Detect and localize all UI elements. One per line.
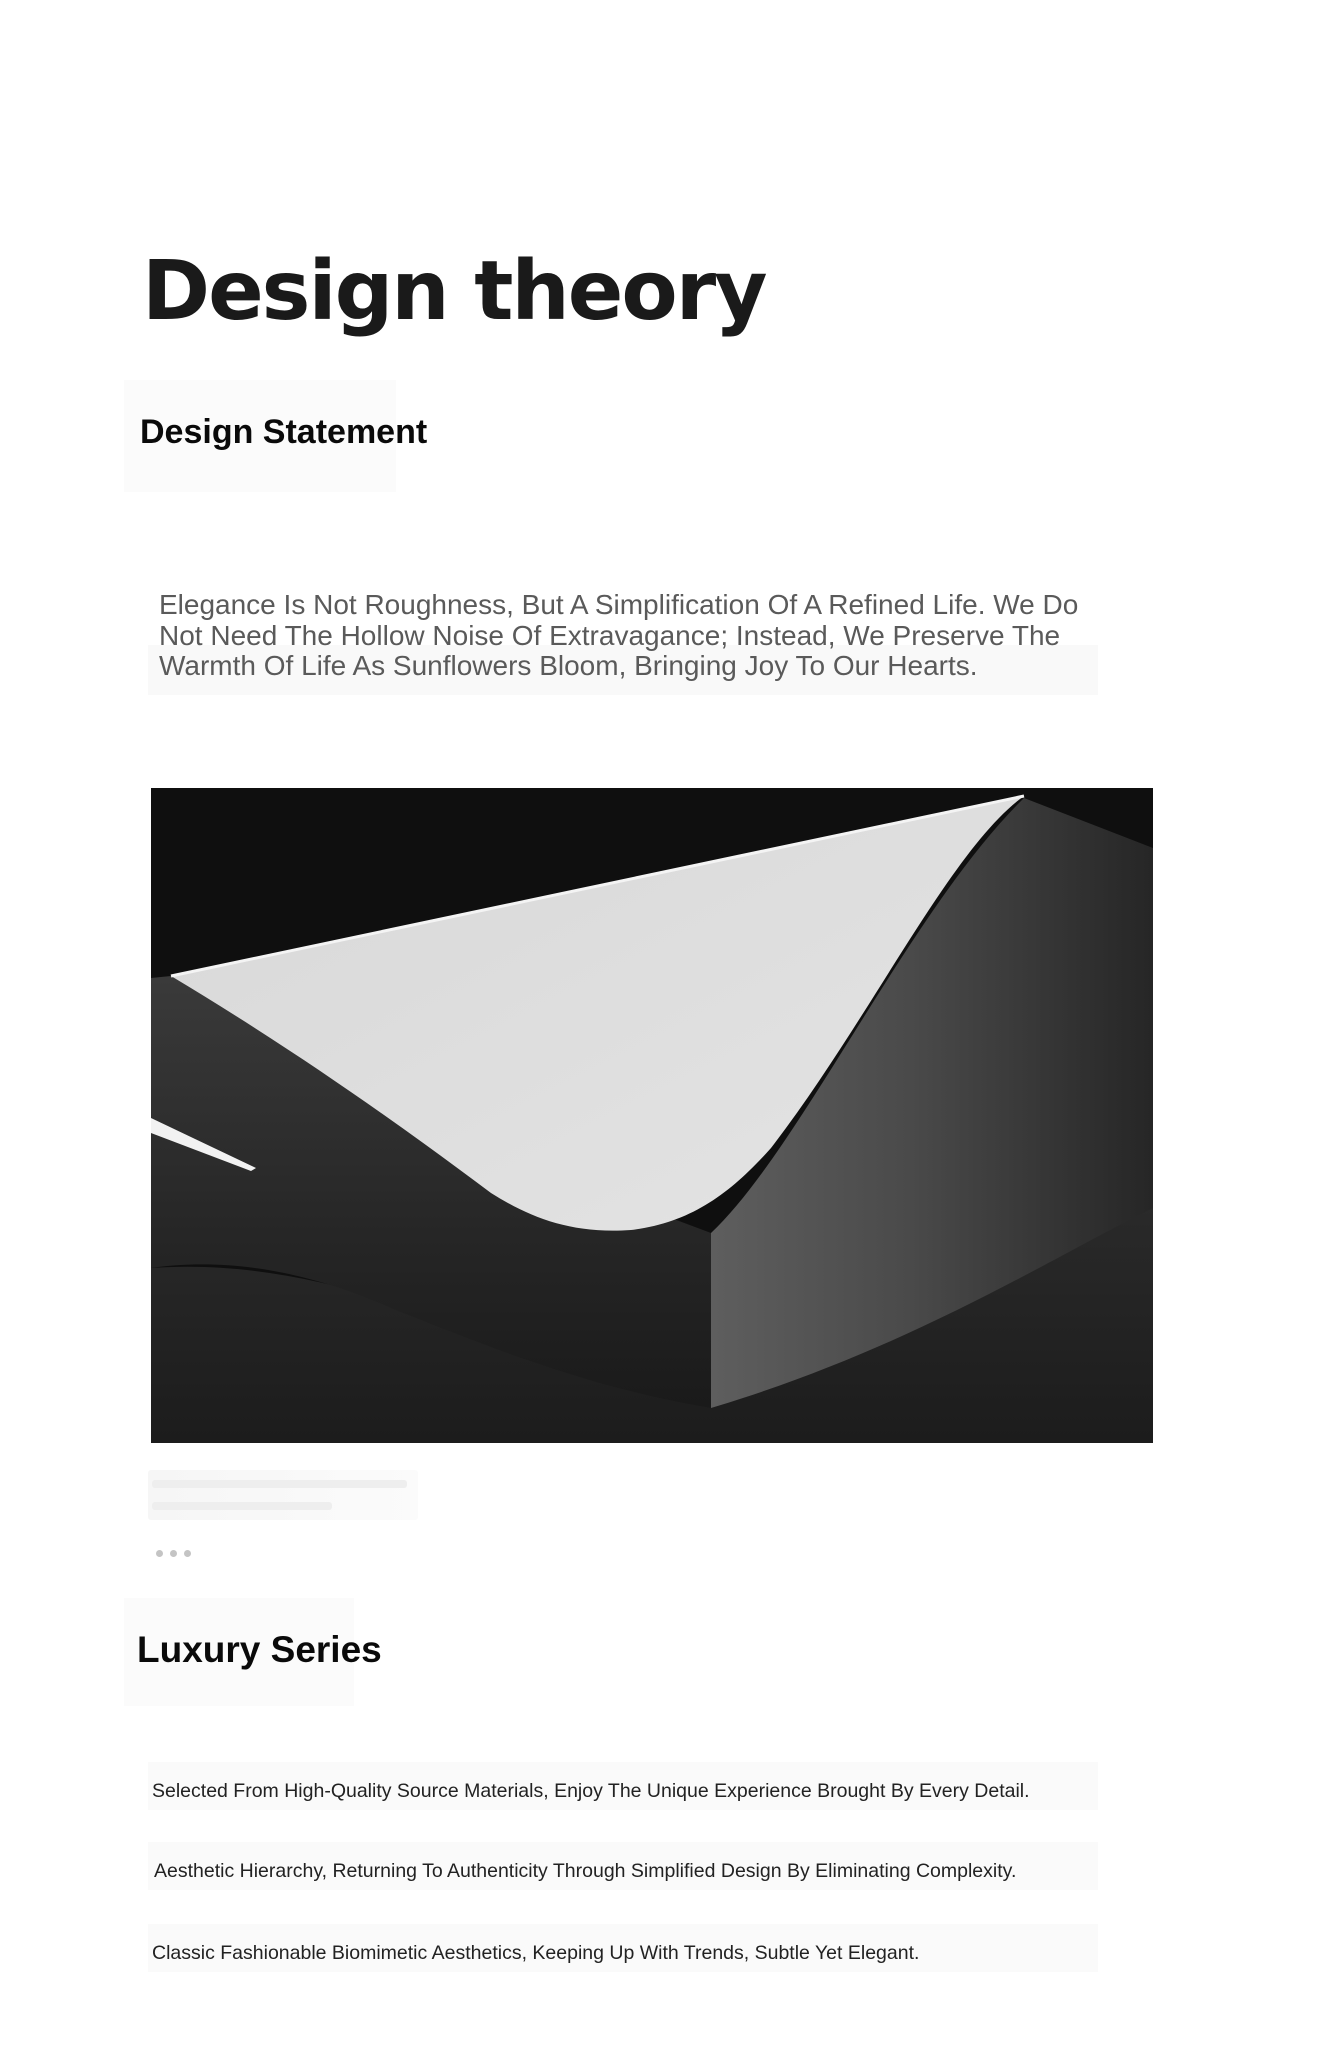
architecture-photo [151, 788, 1153, 1443]
feature-line-biomimetic: Classic Fashionable Biomimetic Aesthetics, Keeping Up With Trends, Subtle Yet Elegant. [152, 1942, 920, 1964]
feature-line-hierarchy: Aesthetic Hierarchy, Returning To Authenticity Through Simplified Design By Eliminating Complexity. [154, 1860, 1017, 1882]
feature-line-materials: Selected From High-Quality Source Materials, Enjoy The Unique Experience Brought By Every Detail. [152, 1780, 1030, 1802]
design-statement-quote: Elegance Is Not Roughness, But A Simplification Of A Refined Life. We Do Not Need The Hollow Noise Of Extravagance; Instead, We Preserve The Warmth Of Life As Sunflowers Bloom, Bringing Joy To Our Hearts. [159, 589, 1079, 681]
faint-caption [148, 1470, 418, 1520]
luxury-series-heading: Luxury Series [137, 1629, 382, 1670]
more-icon[interactable] [156, 1550, 191, 1557]
design-statement-heading: Design Statement [140, 413, 428, 451]
page-title: Design theory [142, 244, 766, 339]
